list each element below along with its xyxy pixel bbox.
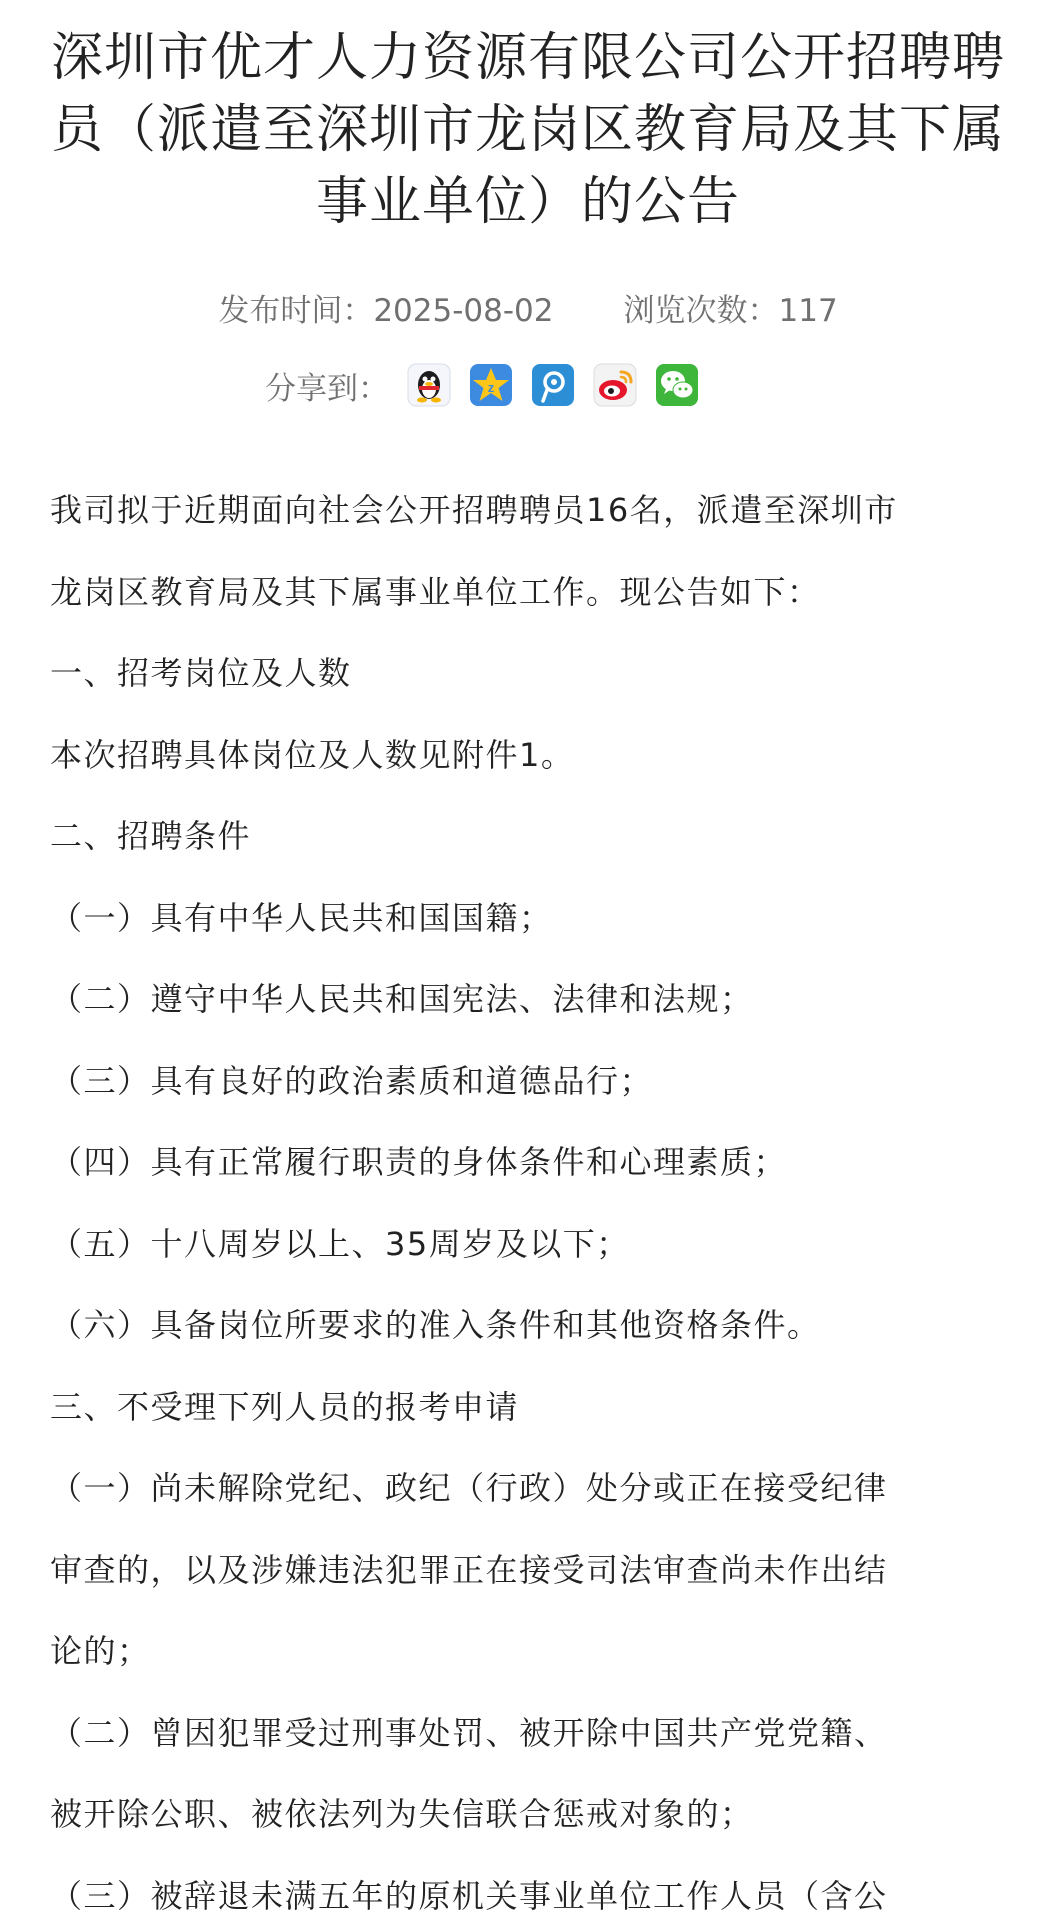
article-title: 深圳市优才人力资源有限公司公开招聘聘员（派遣至深圳市龙岗区教育局及其下属事业单位）的公告 [50,28,1005,232]
body-line: （四）具有正常履行职责的身体条件和心理素质； [50,1143,788,1181]
body-line: 被开除公职、被依法列为失信联合惩戒对象的； [50,1795,754,1833]
svg-text:z: z [487,380,495,395]
qzone-icon[interactable] [469,363,513,407]
section-heading: 二、招聘条件 [50,817,252,855]
share-bar [0,357,1056,413]
body-line: （一）具有中华人民共和国国籍； [50,898,553,937]
body-line: （二）曾因犯罪受过刑事处罚、被开除中国共产党党籍、 [50,1713,888,1752]
body-line: （五）十八周岁以上、35周岁及以下； [50,1224,630,1263]
article-meta [0,283,1056,339]
publish-date: 2025-08-02 [373,293,554,329]
body-line: （三）具有良好的政治素质和道德品行； [50,1061,654,1100]
qq-icon[interactable] [407,363,451,407]
body-line: （六）具备岗位所要求的准入条件和其他资格条件。 [50,1306,821,1344]
views-count: 117 [778,293,838,329]
views-label: 浏览次数： [623,293,779,329]
body-line: 本次招聘具体岗位及人数见附件1。 [50,735,575,774]
publish-label: 发布时间： [218,293,374,329]
section-heading: 三、不受理下列人员的报考申请 [50,1387,520,1426]
body-line: （二）遵守中华人民共和国宪法、法律和法规； [50,980,754,1018]
tencent-weibo-icon[interactable] [531,363,575,407]
sina-weibo-icon[interactable] [593,363,637,407]
article-body [50,470,1010,1920]
body-line: （三）被辞退未满五年的原机关事业单位工作人员（含公 [50,1876,888,1915]
section-heading: 一、招考岗位及人数 [50,654,352,692]
body-line: 我司拟于近期面向社会公开招聘聘员16名，派遣至深圳市 [50,491,898,529]
share-icons [407,363,699,407]
body-line: 论的； [50,1632,151,1670]
body-line: 审查的，以及涉嫌违法犯罪正在接受司法审查尚未作出结 [50,1550,888,1589]
body-line: 龙岗区教育局及其下属事业单位工作。现公告如下： [50,572,821,611]
body-line: （一）尚未解除党纪、政纪（行政）处分或正在接受纪律 [50,1469,888,1507]
wechat-icon[interactable] [655,363,699,407]
share-label: 分享到： [265,370,389,407]
